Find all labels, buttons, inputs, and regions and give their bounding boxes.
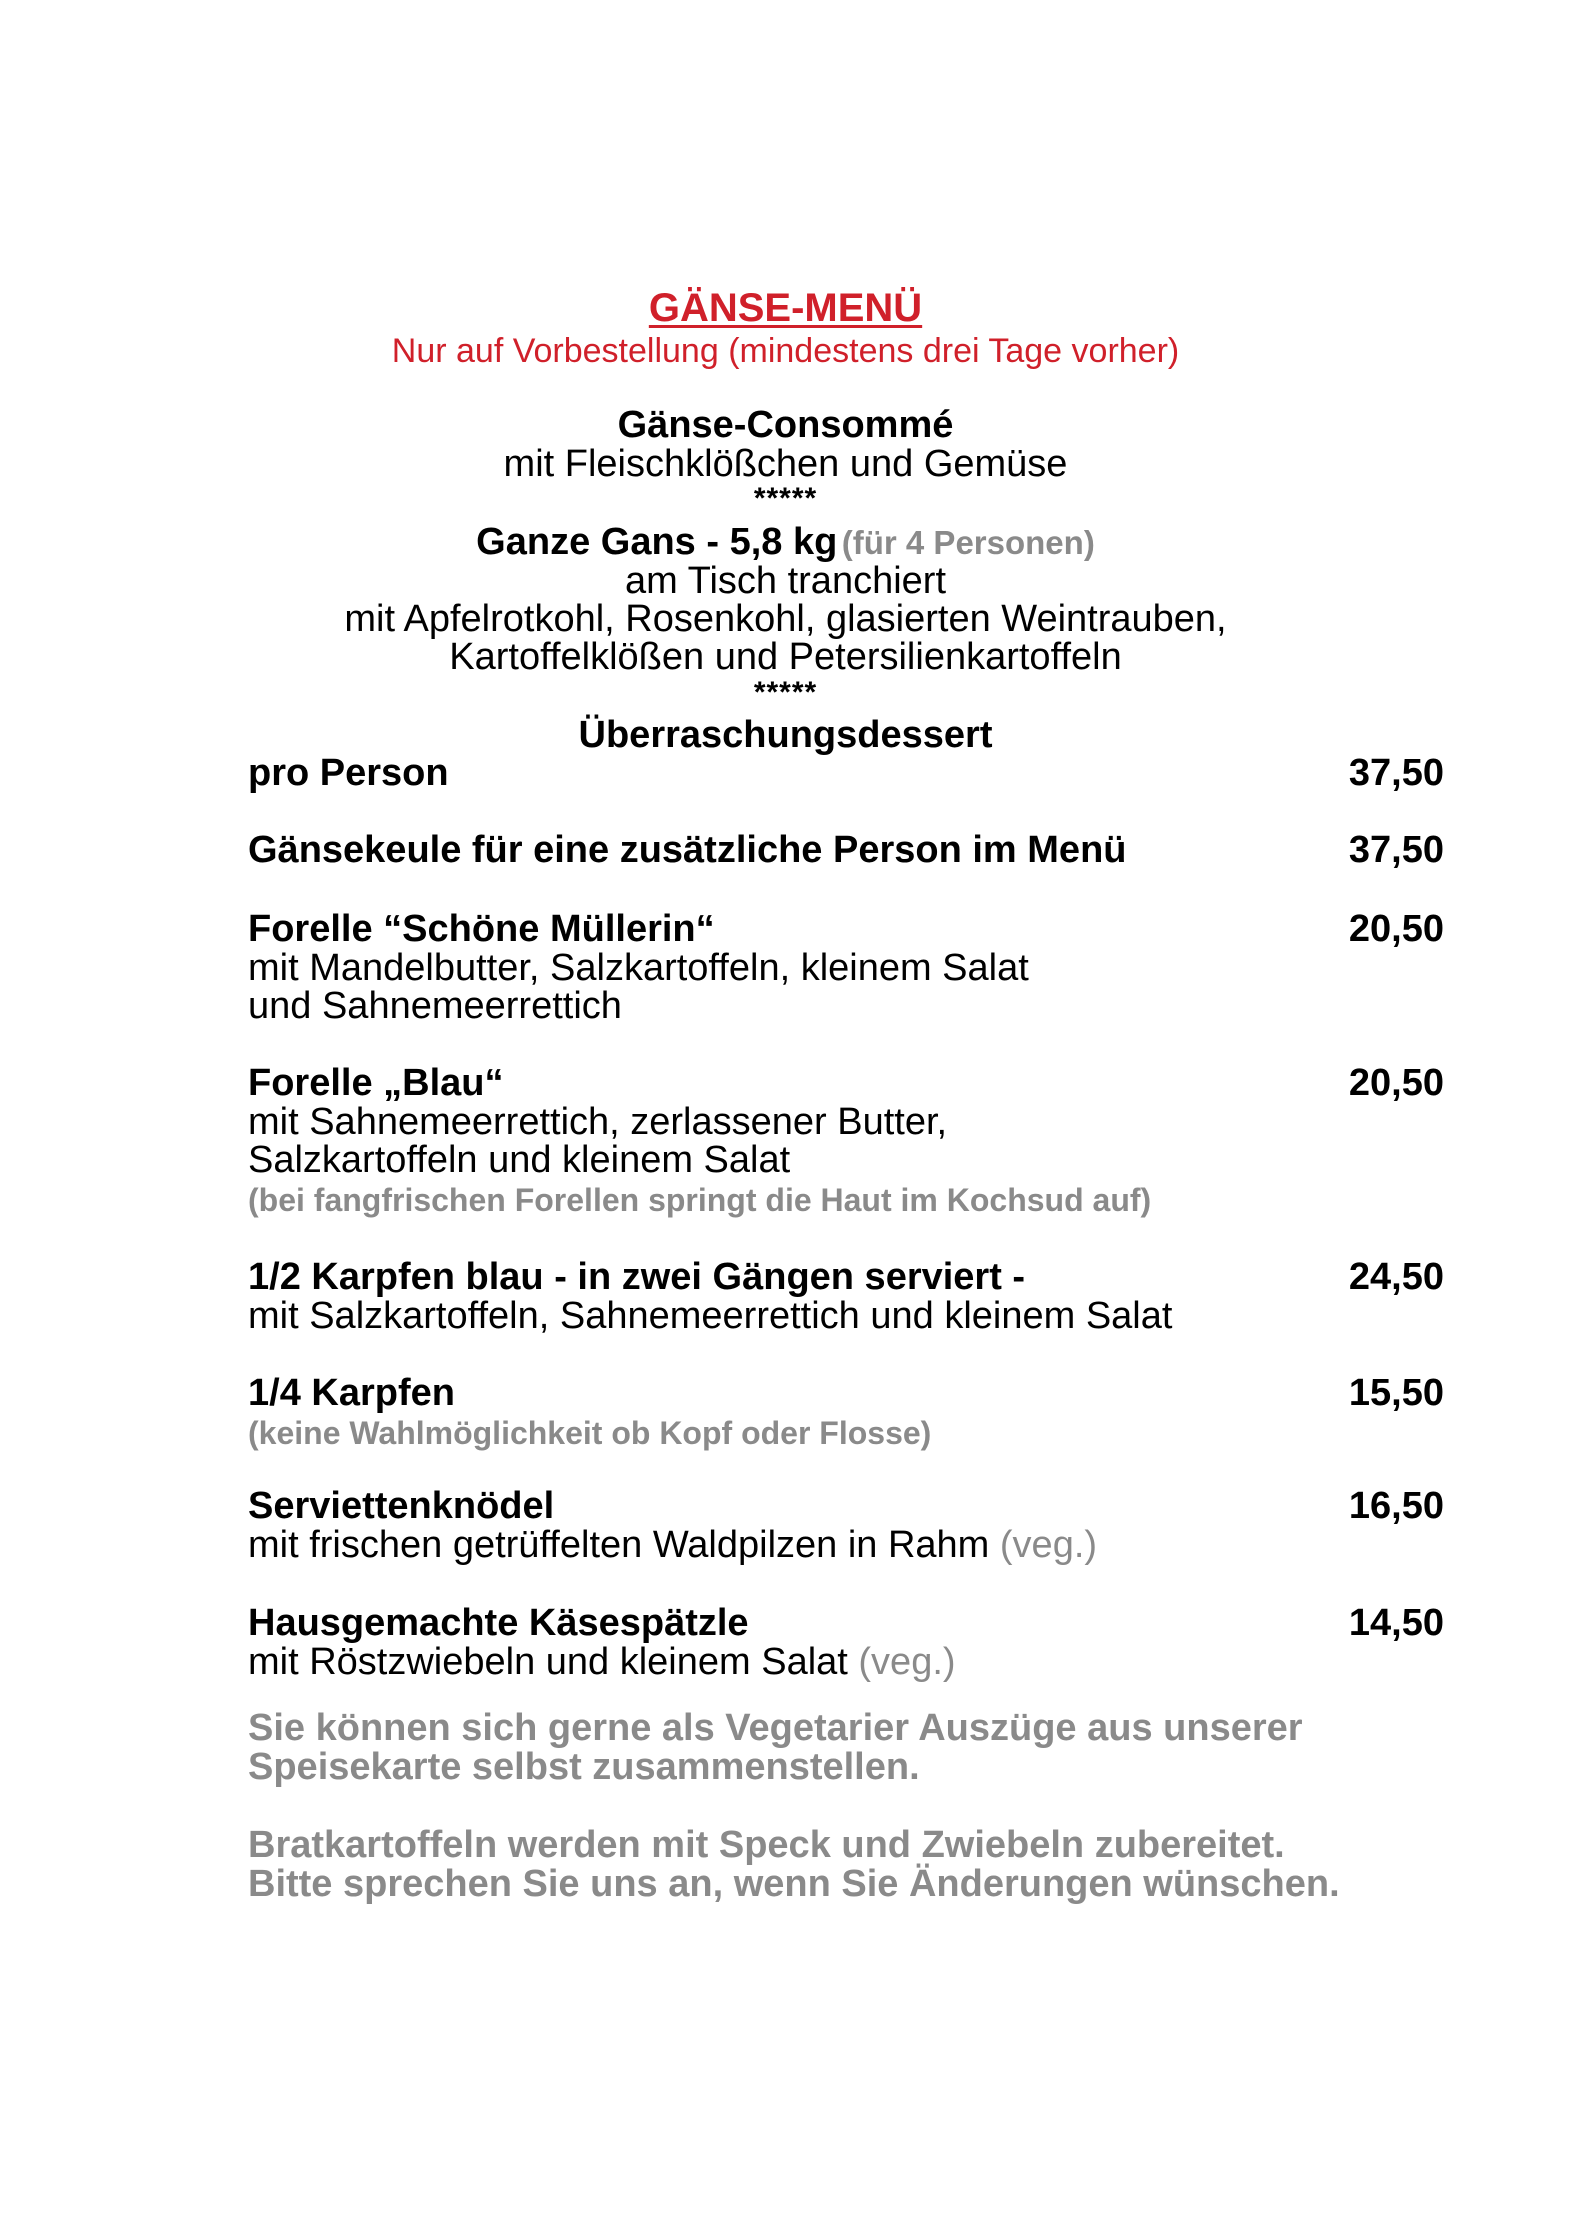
item-desc-line [248, 1641, 956, 1684]
per-person-price: 37,50 [1348, 752, 1444, 794]
course-soup-desc: mit Fleischklößchen und Gemüse [503, 443, 1068, 485]
item-desc: mit Röstzwiebeln und kleinem Salat [248, 1641, 848, 1683]
course-separator-2: ***** [753, 676, 818, 709]
item-price: 24,50 [1348, 1256, 1444, 1298]
item-title: Gänsekeule für eine zusätzliche Person im Menü [248, 829, 1127, 871]
item-title: Hausgemachte Käsespätzle [248, 1602, 749, 1644]
course-goose-note: (für 4 Personen) [841, 524, 1095, 561]
footer-note-line1: Sie können sich gerne als Vegetarier Auszüge aus unserer [248, 1707, 1303, 1749]
item-desc: mit Mandelbutter, Salzkartoffeln, kleinem Salat [248, 947, 1029, 989]
course-separator: ***** [753, 482, 818, 515]
item-price: 14,50 [1348, 1602, 1444, 1644]
item-note: (keine Wahlmöglichkeit ob Kopf oder Flosse) [248, 1415, 932, 1451]
item-desc: mit Salzkartoffeln, Sahnemeerrettich und kleinem Salat [248, 1295, 1173, 1337]
item-title: 1/4 Karpfen [248, 1372, 455, 1414]
item-price: 20,50 [1348, 1062, 1444, 1104]
item-note: (bei fangfrischen Forellen springt die Haut im Kochsud auf) [248, 1182, 1152, 1218]
item-desc: mit frischen getrüffelten Waldpilzen in Rahm [248, 1524, 990, 1566]
item-title: Forelle „Blau“ [248, 1062, 504, 1104]
item-desc: und Sahnemeerrettich [248, 985, 622, 1027]
item-price: 37,50 [1348, 829, 1444, 871]
course-soup-title: Gänse-Consommé [617, 404, 954, 446]
item-price: 20,50 [1348, 908, 1444, 950]
footer-note-line2: Speisekarte selbst zusammenstellen. [248, 1746, 920, 1788]
footer-note-line3: Bratkartoffeln werden mit Speck und Zwiebeln zubereitet. [248, 1824, 1285, 1866]
course-goose-line2: mit Apfelrotkohl, Rosenkohl, glasierten Weintrauben, [344, 598, 1227, 640]
item-price: 15,50 [1348, 1372, 1444, 1414]
course-goose-line1: am Tisch tranchiert [625, 560, 946, 602]
course-dessert-title: Überraschungsdessert [578, 714, 993, 756]
menu-title: GÄNSE-MENÜ [648, 286, 923, 330]
per-person-label: pro Person [248, 752, 449, 794]
course-goose-line3: Kartoffelklößen und Petersilienkartoffeln [449, 636, 1122, 678]
item-desc: Salzkartoffeln und kleinem Salat [248, 1139, 791, 1181]
item-title: 1/2 Karpfen blau - in zwei Gängen serviert - [248, 1256, 1026, 1298]
veg-tag: (veg.) [858, 1641, 956, 1683]
footer-note-line4: Bitte sprechen Sie uns an, wenn Sie Änderungen wünschen. [248, 1863, 1340, 1905]
course-goose-heading [0, 521, 1571, 564]
veg-tag: (veg.) [999, 1524, 1098, 1566]
item-title: Serviettenknödel [248, 1485, 555, 1527]
item-price: 16,50 [1348, 1485, 1444, 1527]
item-desc: mit Sahnemeerrettich, zerlassener Butter, [248, 1101, 948, 1143]
course-goose-title: Ganze Gans - 5,8 kg [476, 521, 838, 563]
item-desc-line [248, 1524, 1097, 1567]
item-title: Forelle “Schöne Müllerin“ [248, 908, 715, 950]
menu-subtitle: Nur auf Vorbestellung (mindestens drei Tage vorher) [391, 332, 1180, 370]
